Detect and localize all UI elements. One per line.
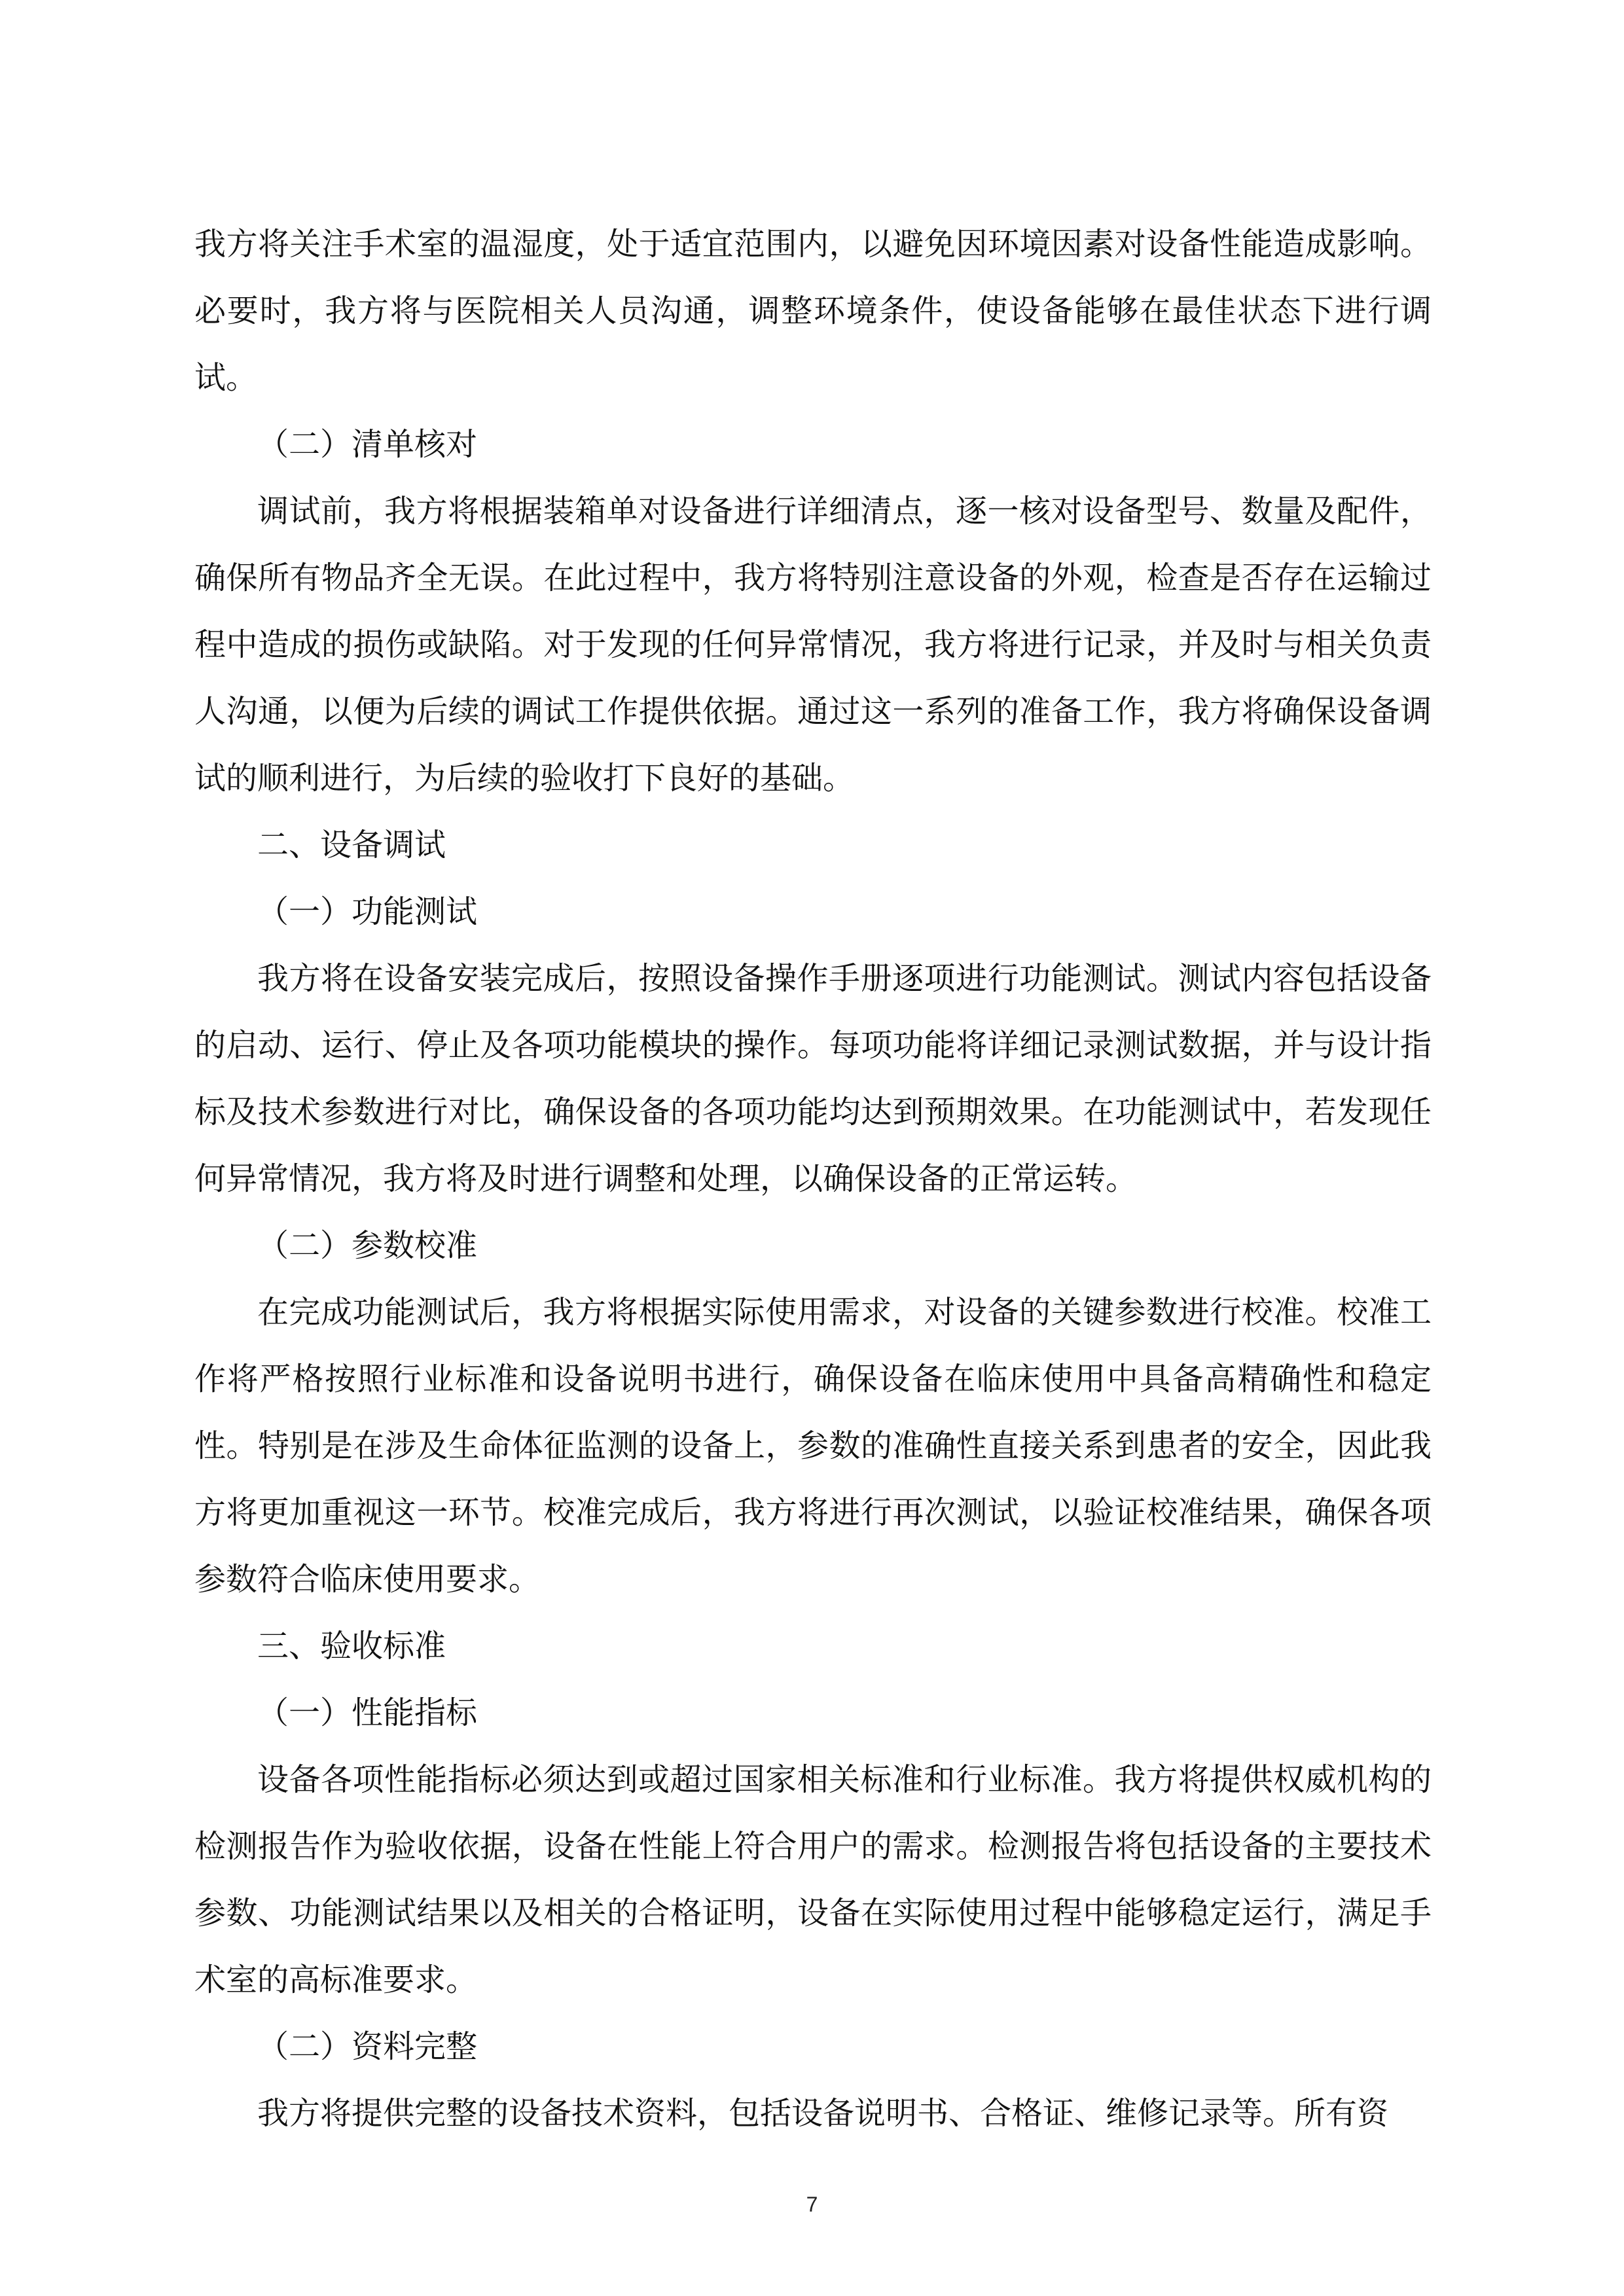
paragraph-parameter-calibration: 在完成功能测试后，我方将根据实际使用需求，对设备的关键参数进行校准。校准工作将严格按照行业标准和设备说明书进行，确保设备在临床使用中具备高精确性和稳定性。特别是在涉及生命体征监测的设备上，参数的准确性直接关系到患者的安全，因此我方将更加重视这一环节。校准完成后，我方将进行再次测试，以验证校准结果，确保各项参数符合临床使用要求。	[194, 1294, 1432, 1598]
heading-equipment-debugging: 二、设备调试	[257, 827, 446, 863]
paragraph-complete-documents: 我方将提供完整的设备技术资料，包括设备说明书、合格证、维修记录等。所有资	[257, 2095, 1389, 2132]
heading-function-test: （一）功能测试	[257, 893, 478, 930]
heading-parameter-calibration: （二）参数校准	[257, 1227, 478, 1264]
page-number: 7	[806, 2193, 818, 2216]
paragraph-environment: 我方将关注手术室的温湿度，处于适宜范围内，以避免因环境因素对设备性能造成影响。必要时，我方将与医院相关人员沟通，调整环境条件，使设备能够在最佳状态下进行调试。	[194, 226, 1432, 396]
paragraph-function-test: 我方将在设备安装完成后，按照设备操作手册逐项进行功能测试。测试内容包括设备的启动、运行、停止及各项功能模块的操作。每项功能将详细记录测试数据，并与设计指标及技术参数进行对比，确保设备的各项功能均达到预期效果。在功能测试中，若发现任何异常情况，我方将及时进行调整和处理，以确保设备的正常运转。	[194, 960, 1432, 1197]
heading-complete-documents: （二）资料完整	[257, 2028, 478, 2065]
heading-checklist: （二）清单核对	[257, 426, 478, 463]
paragraph-checklist: 调试前，我方将根据装箱单对设备进行详细清点，逐一核对设备型号、数量及配件，确保所有物品齐全无误。在此过程中，我方将特别注意设备的外观，检查是否存在运输过程中造成的损伤或缺陷。对于发现的任何异常情况，我方将进行记录，并及时与相关负责人沟通，以便为后续的调试工作提供依据。通过这一系列的准备工作，我方将确保设备调试的顺利进行，为后续的验收打下良好的基础。	[194, 493, 1432, 797]
page-body	[194, 211, 1432, 2147]
paragraph-performance-indicators: 设备各项性能指标必须达到或超过国家相关标准和行业标准。我方将提供权威机构的检测报告作为验收依据，设备在性能上符合用户的需求。检测报告将包括设备的主要技术参数、功能测试结果以及相关的合格证明，设备在实际使用过程中能够稳定运行，满足手术室的高标准要求。	[194, 1761, 1432, 1998]
heading-acceptance-standard: 三、验收标准	[257, 1628, 446, 1664]
heading-performance-indicators: （一）性能指标	[257, 1695, 478, 1731]
